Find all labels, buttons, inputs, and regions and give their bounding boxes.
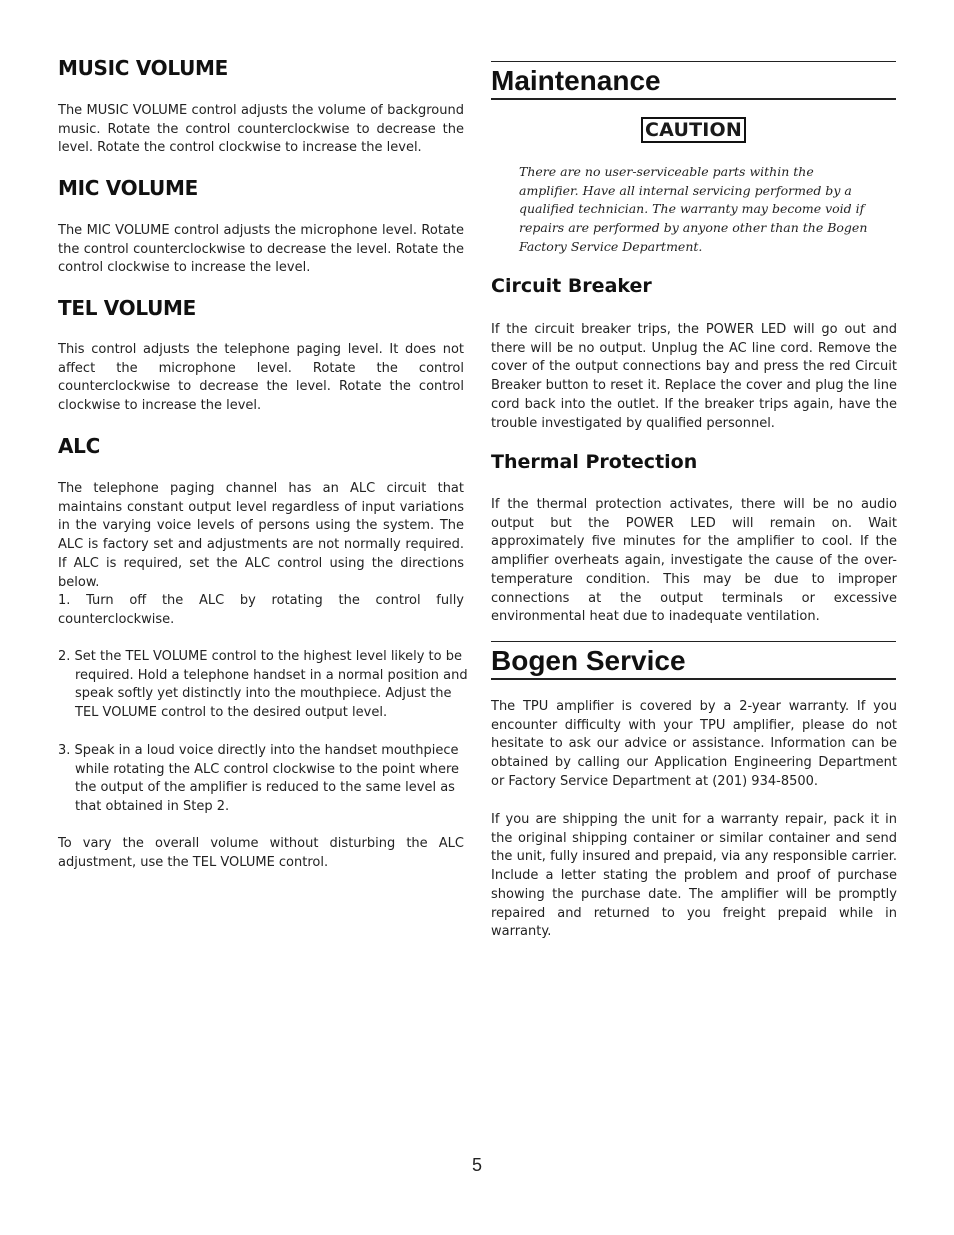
alc-heading: ALC (58, 434, 101, 458)
bogen-service-title: Bogen Service (491, 641, 896, 680)
music-volume-text: The MUSIC VOLUME control adjusts the volume of background music. Rotate the control counterclockwise to decrease the level. Rotate the control clockwise to increase the level. (58, 103, 464, 156)
caution-note: There are no user-serviceable parts within the amplifier. Have all internal servicing performed by a qualified technician. The warranty may become void if repairs are performed by anyone other than the Bogen Factory Service Department. (519, 164, 868, 254)
alc-closing-text: To vary the overall volume without disturbing the ALC adjustment, use the TEL VOLUME control. (58, 836, 464, 870)
caution-box (491, 117, 896, 143)
alc-step-1: 1. Turn off the ALC by rotating the control fully counterclockwise. (58, 593, 464, 627)
alc-step-3: 3. Speak in a loud voice directly into the handset mouthpiece while rotating the ALC control clockwise to the point where the output of the amplifier is reduced to the same level as that obtained in Step 2. (58, 743, 460, 815)
thermal-protection-text: If the thermal protection activates, there will be no audio output but the POWER LED will remain on. Wait approximately five minutes for the amplifier to cool. If the amplifier overheats again, investigate the cause of the over-temperature condition. This may be due to improper connections at the output terminals or excessive environmental heat due to inadequate ventilation. (491, 497, 897, 625)
circuit-breaker-text: If the circuit breaker trips, the POWER LED will go out and there will be no output. Unplug the AC line cord. Remove the cover of the output connections bay and press the red Circuit Breaker button to reset it. Replace the cover and plug the line cord back into the outlet. If the breaker trips again, have the trouble investigated by qualified personnel. (491, 322, 897, 431)
bogen-service-text-1: The TPU amplifier is covered by a 2-year warranty. If you encounter difficulty with your TPU amplifier, please do not hesitate to ask our advice or assistance. Information can be obtained by calling our Application Engineering Department or Factory Service Department at (201) 934-8500. (491, 699, 897, 789)
page-number: 5 (471, 1155, 482, 1175)
circuit-breaker-heading: Circuit Breaker (491, 275, 652, 297)
bogen-service-text-2: If you are shipping the unit for a warranty repair, pack it in the original shipping container or similar container and send the unit, fully insured and prepaid, via any responsible carrier. Include a letter stating the problem and proof of purchase showing the purchase date. The amplifier will be promptly repaired and returned to you freight prepaid while in warranty. (491, 812, 897, 940)
thermal-protection-heading: Thermal Protection (491, 451, 698, 473)
mic-volume-text: The MIC VOLUME control adjusts the microphone level. Rotate the control counterclockwise to decrease the level. Rotate the control clockwise to increase the level. (58, 223, 464, 276)
mic-volume-heading: MIC VOLUME (58, 176, 198, 200)
tel-volume-heading: TEL VOLUME (58, 296, 196, 320)
alc-step-2: 2. Set the TEL VOLUME control to the highest level likely to be required. Hold a telephone handset in a normal position and speak softly yet distinctly into the mouthpiece. Adjust the TEL VOLUME control to the desired output level. (58, 649, 468, 721)
tel-volume-text: This control adjusts the telephone paging level. It does not affect the microphone level. Rotate the control counterclockwise to decrease the level. Rotate the control clockwise to increase the level. (58, 342, 464, 414)
maintenance-title: Maintenance (491, 61, 896, 100)
caution-label: CAUTION (641, 117, 746, 143)
alc-text: The telephone paging channel has an ALC circuit that maintains constant output level regardless of input variations in the varying voice levels of persons using the system. The ALC is factory set and adjustments are not normally required. If ALC is required, set the ALC control using the directions below. (58, 481, 464, 590)
music-volume-heading: MUSIC VOLUME (58, 56, 228, 80)
